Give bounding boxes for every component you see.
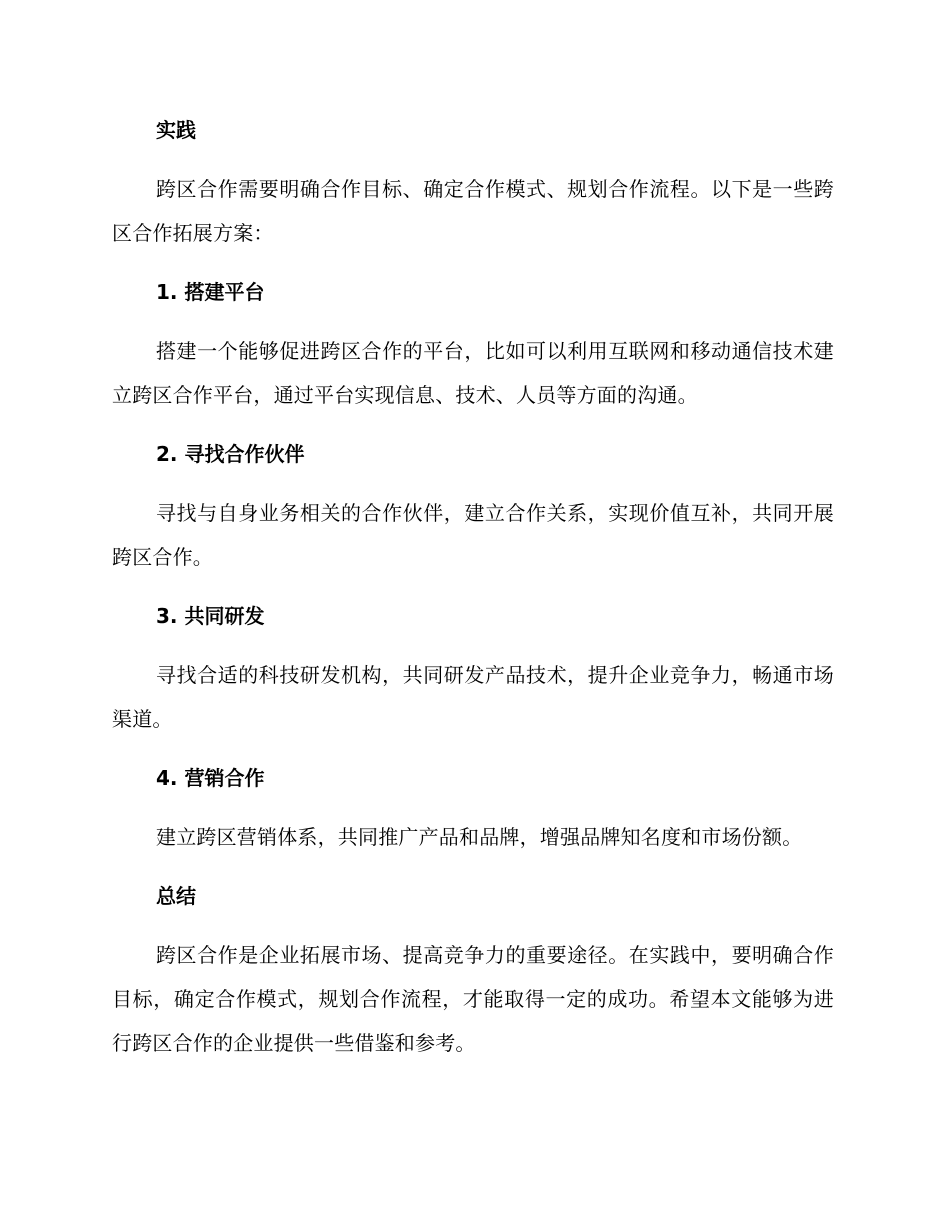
paragraph-summary: 跨区合作是企业拓展市场、提高竞争力的重要途径。在实践中，要明确合作目标，确定合作模式，规划合作流程，才能取得一定的成功。希望本文能够为进行跨区合作的企业提供一些借鉴和参考。	[112, 943, 834, 1055]
paragraph-joint-rd: 寻找合适的科技研发机构，共同研发产品技术，提升企业竞争力，畅通市场渠道。	[112, 663, 834, 731]
paragraph-marketing: 建立跨区营销体系，共同推广产品和品牌，增强品牌知名度和市场份额。	[156, 825, 803, 849]
paragraph-intro: 跨区合作需要明确合作目标、确定合作模式、规划合作流程。以下是一些跨区合作拓展方案：	[112, 177, 834, 245]
section-heading-summary: 总结	[156, 884, 196, 908]
document-body	[112, 108, 834, 1080]
section-heading-joint-rd: 3. 共同研发	[156, 604, 265, 628]
section-heading-find-partners: 2. 寻找合作伙伴	[156, 442, 305, 466]
section-heading-build-platform: 1. 搭建平台	[156, 280, 265, 304]
section-heading-marketing: 4. 营销合作	[156, 766, 265, 790]
paragraph-build-platform: 搭建一个能够促进跨区合作的平台，比如可以利用互联网和移动通信技术建立跨区合作平台，通过平台实现信息、技术、人员等方面的沟通。	[112, 339, 834, 407]
paragraph-find-partners: 寻找与自身业务相关的合作伙伴，建立合作关系，实现价值互补，共同开展跨区合作。	[112, 501, 834, 569]
section-heading-practice: 实践	[156, 118, 196, 142]
